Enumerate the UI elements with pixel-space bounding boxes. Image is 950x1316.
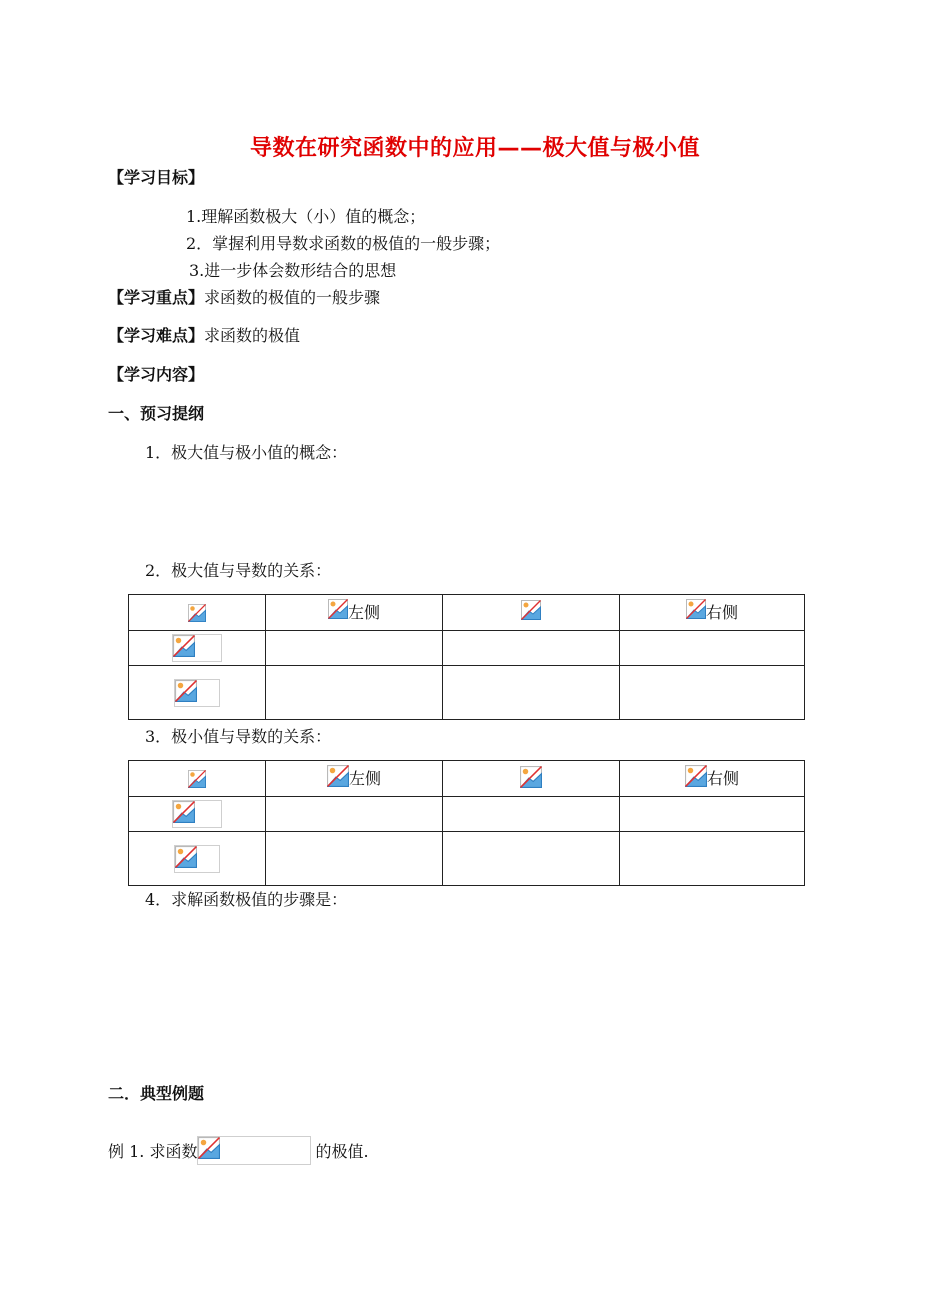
example-1-prefix: 例 1. 求函数 [108, 1142, 198, 1161]
broken-image-icon [172, 634, 222, 662]
question-1: 1．极大值与极小值的概念： [145, 443, 348, 462]
table-cell [443, 761, 620, 797]
table-cell [129, 832, 266, 886]
table-row [129, 797, 805, 832]
focus-line [108, 285, 380, 308]
example-1-suffix: 的极值. [315, 1142, 369, 1161]
objective-item-3: 3.进一步体会数形结合的思想 [189, 261, 397, 280]
difficulty-heading: 【学习难点】 [108, 326, 205, 345]
table-cell [129, 666, 266, 720]
content-heading: 【学习内容】 [108, 365, 205, 384]
table-cell [443, 631, 620, 666]
difficulty-text: 求函数的极值 [204, 326, 301, 345]
table-cell [620, 595, 805, 631]
table-cell [266, 666, 443, 720]
right-side-label: 右侧 [705, 602, 738, 622]
table-row [129, 631, 805, 666]
right-side-label: 右侧 [706, 768, 739, 788]
table-cell [266, 761, 443, 797]
objective-item-1: 1.理解函数极大（小）值的概念； [186, 207, 426, 226]
table-cell [620, 832, 805, 886]
broken-image-icon [328, 599, 348, 623]
difficulty-line [108, 323, 300, 346]
table-row [129, 595, 805, 631]
section1-heading: 一、预习提纲 [108, 404, 205, 423]
table-cell [620, 631, 805, 666]
broken-image-icon [685, 765, 707, 789]
table-cell [129, 595, 266, 631]
table-row [129, 832, 805, 886]
table-cell [443, 666, 620, 720]
objective-item-2: 2．掌握利用导数求函数的极值的一般步骤； [186, 234, 501, 253]
table-cell [266, 595, 443, 631]
table-cell [620, 666, 805, 720]
min-relation-table [128, 760, 805, 886]
table-cell [620, 761, 805, 797]
question-4: 4．求解函数极值的步骤是： [145, 890, 348, 909]
question-2: 2．极大值与导数的关系： [145, 561, 332, 580]
table-cell [266, 832, 443, 886]
broken-image-icon [172, 800, 222, 828]
objectives-heading: 【学习目标】 [108, 168, 205, 187]
broken-image-icon [188, 770, 206, 788]
page-title: 导数在研究函数中的应用——极大值与极小值 [249, 136, 700, 161]
broken-image-icon [188, 604, 206, 622]
table-cell [443, 595, 620, 631]
table-cell [129, 761, 266, 797]
left-side-label: 左侧 [348, 768, 381, 788]
broken-image-icon [520, 766, 542, 792]
broken-image-icon [174, 845, 220, 873]
table-cell [266, 797, 443, 832]
table-cell [443, 832, 620, 886]
left-side-label: 左侧 [347, 602, 380, 622]
broken-image-icon [327, 765, 349, 789]
table-row [129, 761, 805, 797]
max-relation-table [128, 594, 805, 720]
section2-heading: 二．典型例题 [108, 1084, 205, 1103]
table-cell [620, 797, 805, 832]
example-1 [108, 1136, 369, 1165]
broken-image-icon [521, 600, 541, 626]
broken-image-icon [197, 1136, 311, 1165]
focus-text: 求函数的极值的一般步骤 [204, 288, 381, 307]
question-3: 3．极小值与导数的关系： [145, 727, 332, 746]
table-row [129, 666, 805, 720]
table-cell [129, 797, 266, 832]
table-cell [129, 631, 266, 666]
broken-image-icon [686, 599, 706, 623]
table-cell [266, 631, 443, 666]
focus-heading: 【学习重点】 [108, 288, 205, 307]
broken-image-icon [174, 679, 220, 707]
table-cell [443, 797, 620, 832]
